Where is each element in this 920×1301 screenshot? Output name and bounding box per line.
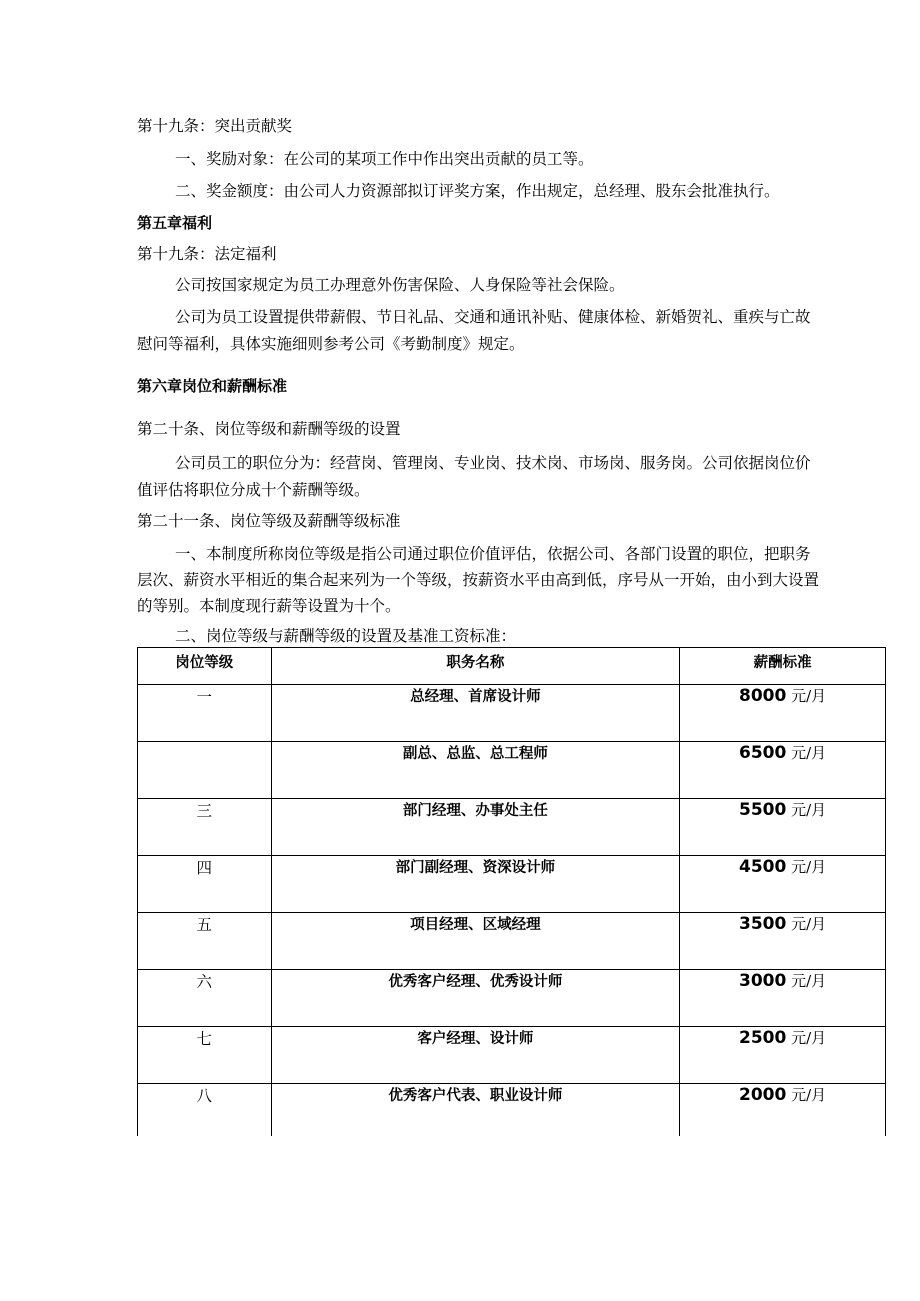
table-row (138, 913, 886, 970)
chapter-6-heading: 第六章岗位和薪酬标准 (137, 377, 288, 395)
salary-grade-table (137, 647, 886, 1136)
header-grade: 岗位等级 (138, 648, 272, 685)
header-salary: 薪酬标准 (680, 648, 886, 685)
grade-cell: 五 (138, 913, 272, 970)
salary-amount: 2000 (738, 1085, 787, 1105)
salary-amount: 6500 (738, 743, 787, 763)
position-cell: 部门经理、办事处主任 (271, 799, 680, 856)
grade-cell: 七 (138, 1027, 272, 1084)
chapter-5-heading: 第五章福利 (137, 214, 213, 232)
article-20-body-line2: 值评估将职位分成十个薪酬等级。 (137, 481, 370, 499)
header-position: 职务名称 (271, 648, 680, 685)
salary-unit: 元/月 (791, 801, 827, 819)
welfare-insurance: 公司按国家规定为员工办理意外伤害保险、人身保险等社会保险。 (175, 276, 625, 294)
salary-amount: 3000 (738, 971, 787, 991)
salary-cell (680, 1027, 886, 1084)
salary-cell (680, 856, 886, 913)
position-cell: 优秀客户经理、优秀设计师 (271, 970, 680, 1027)
salary-cell (680, 1084, 886, 1137)
salary-unit: 元/月 (791, 744, 827, 762)
table-row (138, 685, 886, 742)
salary-amount: 4500 (738, 857, 787, 877)
salary-cell (680, 685, 886, 742)
position-cell: 项目经理、区域经理 (271, 913, 680, 970)
position-cell: 优秀客户代表、职业设计师 (271, 1084, 680, 1137)
article-20-body-line1: 公司员工的职位分为：经营岗、管理岗、专业岗、技术岗、市场岗、服务岗。公司依据岗位价 (175, 454, 811, 472)
salary-amount: 5500 (738, 800, 787, 820)
salary-amount: 2500 (738, 1028, 787, 1048)
salary-cell (680, 970, 886, 1027)
salary-unit: 元/月 (791, 1029, 827, 1047)
grade-cell: 八 (138, 1084, 272, 1137)
salary-cell (680, 799, 886, 856)
welfare-benefits-line2: 慰问等福利，具体实施细则参考公司《考勤制度》规定。 (137, 335, 525, 353)
grade-cell: 一 (138, 685, 272, 742)
table-row (138, 856, 886, 913)
position-cell: 部门副经理、资深设计师 (271, 856, 680, 913)
salary-amount: 3500 (738, 914, 787, 934)
grade-cell (138, 742, 272, 799)
grade-cell: 六 (138, 970, 272, 1027)
award-target: 一、奖励对象：在公司的某项工作中作出突出贡献的员工等。 (175, 150, 594, 168)
article-21-item1-line1: 一、本制度所称岗位等级是指公司通过职位价值评估，依据公司、各部门设置的职位，把职务 (175, 545, 811, 563)
article-21-item1-line2: 层次、薪资水平相近的集合起来列为一个等级，按薪资水平由高到低，序号从一开始，由小到大设置 (137, 571, 820, 589)
position-cell: 副总、总监、总工程师 (271, 742, 680, 799)
table-row (138, 742, 886, 799)
table-header-row (138, 648, 886, 685)
position-cell: 客户经理、设计师 (271, 1027, 680, 1084)
award-amount: 二、奖金额度：由公司人力资源部拟订评奖方案，作出规定，总经理、股东会批准执行。 (175, 182, 780, 200)
article-19-heading-welfare: 第十九条：法定福利 (137, 245, 277, 263)
table-row (138, 970, 886, 1027)
article-19-heading-award: 第十九条：突出贡献奖 (137, 117, 293, 135)
salary-amount: 8000 (738, 686, 787, 706)
salary-unit: 元/月 (791, 858, 827, 876)
article-21-item2: 二、岗位等级与薪酬等级的设置及基准工资标准： (175, 627, 517, 645)
welfare-benefits-line1: 公司为员工设置提供带薪假、节日礼品、交通和通讯补贴、健康体检、新婚贺礼、重疾与亡故 (175, 308, 811, 326)
table-row (138, 1027, 886, 1084)
grade-cell: 四 (138, 856, 272, 913)
table-row (138, 1084, 886, 1137)
table-row (138, 799, 886, 856)
article-21-item1-line3: 的等别。本制度现行薪等设置为十个。 (137, 597, 401, 615)
salary-unit: 元/月 (791, 687, 827, 705)
salary-cell (680, 742, 886, 799)
position-cell: 总经理、首席设计师 (271, 685, 680, 742)
article-21-heading: 第二十一条、岗位等级及薪酬等级标准 (137, 512, 401, 530)
salary-unit: 元/月 (791, 972, 827, 990)
salary-unit: 元/月 (791, 915, 827, 933)
salary-cell (680, 913, 886, 970)
article-20-heading: 第二十条、岗位等级和薪酬等级的设置 (137, 420, 401, 438)
salary-unit: 元/月 (791, 1086, 827, 1104)
grade-cell: 三 (138, 799, 272, 856)
